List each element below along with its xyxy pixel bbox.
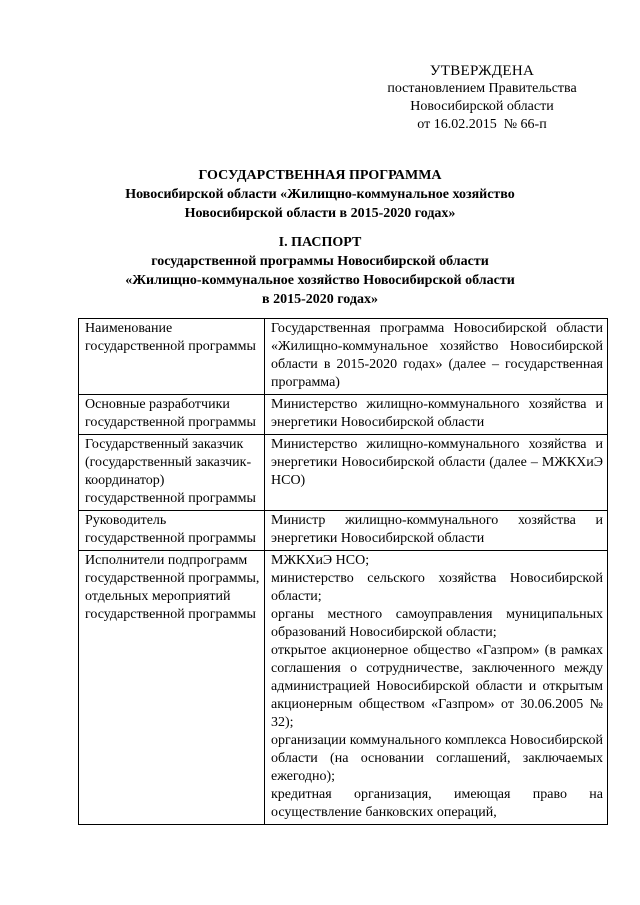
program-title-line: ГОСУДАРСТВЕННАЯ ПРОГРАММА (198, 168, 442, 183)
approval-line: постановлением Правительства (387, 81, 577, 96)
table-row (79, 395, 608, 435)
program-title-line: Новосибирской области «Жилищно-коммунальное хозяйство (125, 187, 515, 202)
row-value: Министр жилищно-коммунального хозяйства и энергетики Новосибирской области (265, 511, 608, 551)
executor-item: МЖКХиЭ НСО; (271, 553, 370, 568)
passport-title (0, 233, 640, 309)
passport-title-line: в 2015-2020 годах» (262, 292, 378, 307)
row-value: Министерство жилищно-коммунального хозяйства и энергетики Новосибирской области (265, 395, 608, 435)
row-value: Министерство жилищно-коммунального хозяйства и энергетики Новосибирской области (далее – МЖКХиЭ НСО) (265, 435, 608, 511)
passport-title-line: «Жилищно-коммунальное хозяйство Новосибирской области (125, 273, 515, 288)
table-row (79, 551, 608, 825)
passport-heading: I. ПАСПОРТ (278, 235, 362, 250)
program-title (0, 166, 640, 223)
row-label: Государственный заказчик (государственный заказчик-координатор) государственной программы (79, 435, 265, 511)
executor-item: организации коммунального комплекса Новосибирской области (на основании соглашений, заключаемых ежегодно); (271, 733, 603, 784)
row-label: Наименование государственной программы (79, 319, 265, 395)
row-value-list (265, 551, 608, 825)
approval-stamp (382, 62, 582, 134)
executor-item: министерство сельского хозяйства Новосибирской области; (271, 571, 603, 604)
passport-title-line: государственной программы Новосибирской области (151, 254, 489, 269)
executor-item: органы местного самоуправления муниципальных образований Новосибирской области; (271, 607, 603, 640)
executor-item: открытое акционерное общество «Газпром» (в рамках соглашения о сотрудничестве, заключенного между администрацией Новосибирской области и открытым акционерным обществом «Газпром» от 30.06.2005 № 32); (271, 643, 603, 730)
program-title-line: Новосибирской области в 2015-2020 годах» (184, 206, 456, 221)
table-row (79, 319, 608, 395)
approval-date-number: от 16.02.2015 № 66-п (417, 117, 547, 132)
passport-table (78, 318, 608, 825)
row-label: Руководитель государственной программы (79, 511, 265, 551)
row-label: Исполнители подпрограмм государственной программы, отдельных мероприятий государственной программы (79, 551, 265, 825)
row-value: Государственная программа Новосибирской области «Жилищно-коммунальное хозяйство Новосибирской области в 2015-2020 годах» (далее – государственная программа) (265, 319, 608, 395)
executor-item: кредитная организация, имеющая право на осуществление банковских операций, (271, 787, 603, 820)
approval-heading: УТВЕРЖДЕНА (429, 63, 535, 79)
table-row (79, 435, 608, 511)
approval-line: Новосибирской области (410, 99, 554, 114)
table-row (79, 511, 608, 551)
row-label: Основные разработчики государственной программы (79, 395, 265, 435)
